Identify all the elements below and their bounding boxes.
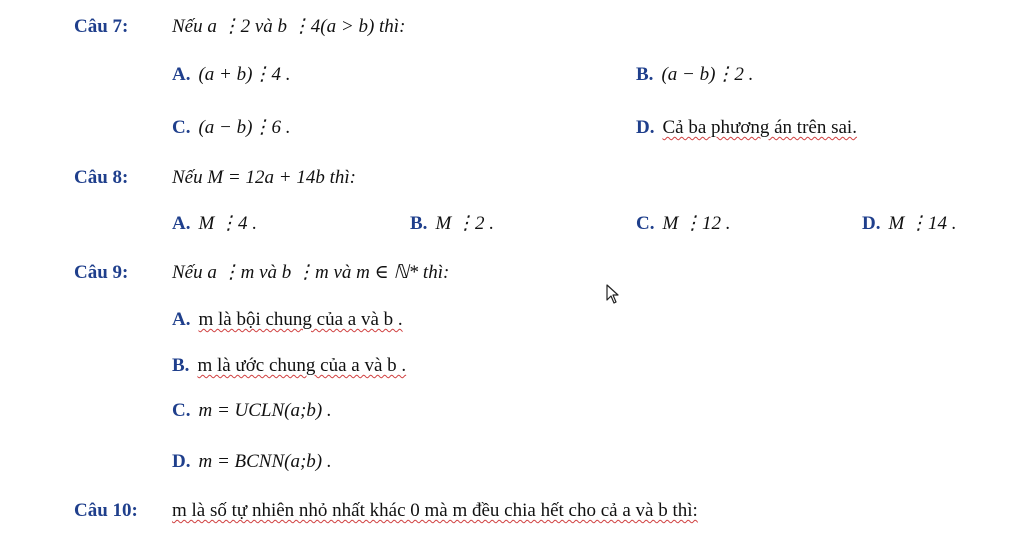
option-d: D. M ⋮14 . bbox=[862, 213, 957, 234]
option-b: B. m là ước chung của a và b . bbox=[172, 355, 407, 376]
mouse-pointer-icon bbox=[606, 284, 620, 304]
question-8 bbox=[0, 163, 1024, 193]
option-b: B. (a − b)⋮2 . bbox=[636, 64, 754, 85]
question-10 bbox=[0, 496, 1024, 526]
question-stem: Nếu a ⋮m và b ⋮m và m ∈ ℕ* thì: bbox=[172, 262, 450, 283]
option-b: B. M ⋮2 . bbox=[410, 213, 495, 234]
option-d: D. m = BCNN(a;b) . bbox=[172, 451, 332, 472]
question-label: Câu 8: bbox=[74, 167, 129, 188]
option-a: A. M ⋮4 . bbox=[172, 213, 258, 234]
option-a: A. m là bội chung của a và b . bbox=[172, 309, 403, 330]
question-label: Câu 7: bbox=[74, 16, 129, 37]
q9-option-c bbox=[0, 396, 1024, 426]
q9-option-d bbox=[0, 447, 1024, 477]
question-label: Câu 10: bbox=[74, 500, 138, 521]
option-c: C. (a − b)⋮6 . bbox=[172, 117, 291, 138]
option-a: A. (a + b)⋮4 . bbox=[172, 64, 291, 85]
q7-options-row-1 bbox=[0, 60, 1024, 90]
question-stem: Nếu M = 12a + 14b thì: bbox=[172, 167, 356, 188]
option-d: D. Cả ba phương án trên sai. bbox=[636, 117, 857, 138]
q9-option-b bbox=[0, 351, 1024, 381]
option-c: C. M ⋮12 . bbox=[636, 213, 731, 234]
option-c: C. m = UCLN(a;b) . bbox=[172, 400, 332, 421]
question-7 bbox=[0, 12, 1024, 42]
question-stem: m là số tự nhiên nhỏ nhất khác 0 mà m đều chia hết cho cả a và b thì: bbox=[172, 500, 698, 521]
q9-option-a bbox=[0, 305, 1024, 335]
q7-options-row-2 bbox=[0, 113, 1024, 143]
question-stem: Nếu a ⋮2 và b ⋮4(a > b) thì: bbox=[172, 16, 406, 37]
question-9 bbox=[0, 258, 1024, 288]
q8-options-row bbox=[0, 209, 1024, 239]
question-label: Câu 9: bbox=[74, 262, 129, 283]
